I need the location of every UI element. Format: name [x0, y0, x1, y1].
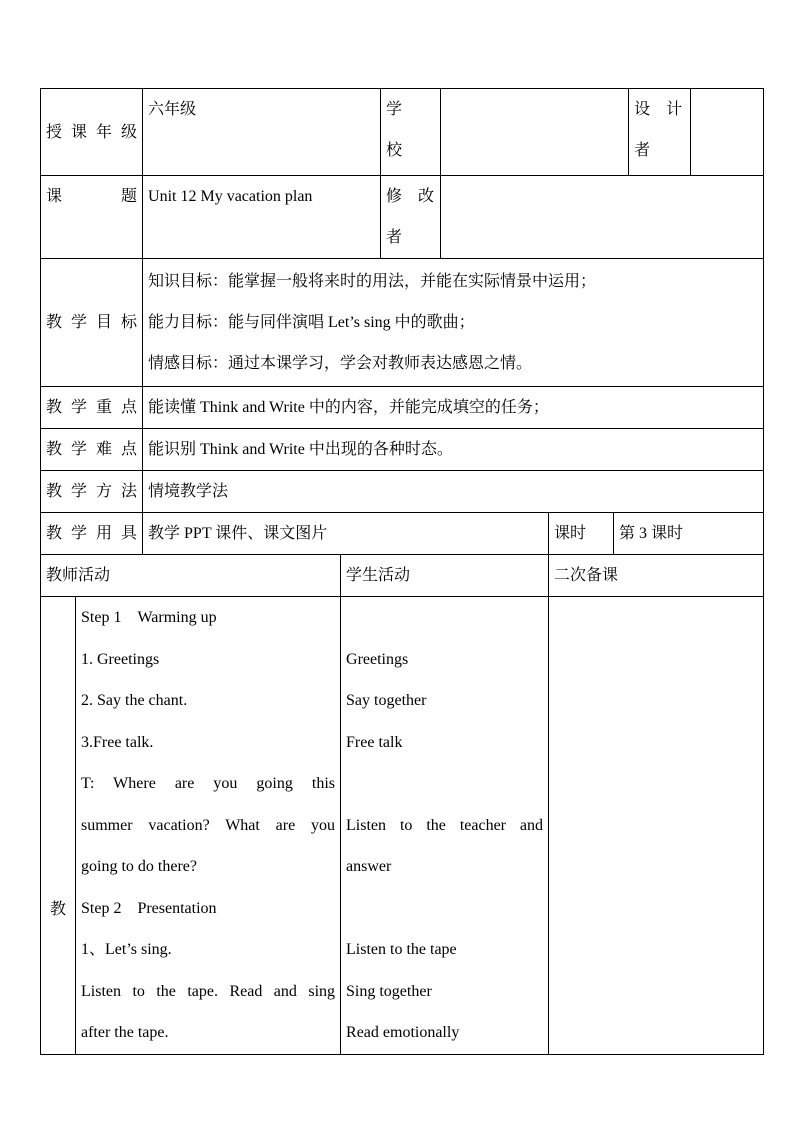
key-point-label: 教学重点	[41, 387, 143, 429]
process-stage-label: 教	[41, 597, 76, 1055]
row-activity-headers	[41, 555, 764, 597]
objective-ability: 能力目标：能与同伴演唱 Let’s sing 中的歌曲；	[148, 314, 475, 331]
student-line: Greetings	[346, 650, 409, 668]
teacher-line: summer vacation? What are you	[81, 816, 336, 834]
school-label-line1: 学	[386, 101, 403, 118]
aids-value: 教学 PPT 课件、课文图片	[143, 513, 549, 555]
student-activity-cell	[341, 597, 549, 1055]
row-objectives	[41, 259, 764, 387]
student-line: Free talk	[346, 733, 403, 751]
row-process	[41, 597, 764, 1055]
topic-label: 课题	[41, 176, 143, 259]
student-line	[346, 763, 543, 805]
difficulty-value: 能识别 Think and Write 中出现的各种时态。	[143, 429, 764, 471]
student-line	[346, 597, 543, 639]
designer-value-empty	[691, 89, 764, 176]
designer-label-line2: 者	[634, 142, 651, 159]
school-value-empty	[441, 89, 629, 176]
teacher-activity-cell	[76, 597, 341, 1055]
row-key-point	[41, 387, 764, 429]
student-line: Listen to the tape	[346, 941, 457, 958]
school-label	[381, 89, 441, 176]
teacher-line: 3.Free talk.	[81, 733, 154, 751]
row-grade	[41, 89, 764, 176]
school-label-line2: 校	[386, 142, 403, 159]
student-line: Sing together	[346, 982, 432, 1000]
grade-label: 授课年级	[41, 89, 143, 176]
student-line	[346, 888, 543, 930]
student-activity-header: 学生活动	[341, 555, 549, 597]
teacher-line: 1、Let’s sing.	[81, 941, 172, 958]
teacher-line: 2. Say the chant.	[81, 692, 188, 709]
teacher-line: after the tape.	[81, 1024, 169, 1041]
teacher-line: Listen to the tape. Read and sing	[81, 982, 336, 1000]
objectives-content	[143, 259, 764, 387]
topic-value: Unit 12 My vacation plan	[143, 176, 381, 259]
remark-header: 二次备课	[549, 555, 764, 597]
row-aids	[41, 513, 764, 555]
row-method	[41, 471, 764, 513]
lesson-plan-table	[40, 88, 764, 1055]
student-line: Listen to the teacher and	[346, 816, 544, 834]
designer-label	[629, 89, 691, 176]
objective-knowledge: 知识目标：能掌握一般将来时的用法，并能在实际情景中运用；	[148, 273, 597, 290]
period-value: 第 3 课时	[614, 513, 764, 555]
method-value: 情境教学法	[143, 471, 764, 513]
teacher-line: Step 1 Warming up	[81, 609, 217, 626]
grade-value: 六年级	[143, 89, 381, 176]
row-topic	[41, 176, 764, 259]
teacher-line: Step 2 Presentation	[81, 899, 217, 917]
key-point-value: 能读懂 Think and Write 中的内容，并能完成填空的任务；	[143, 387, 764, 429]
student-line: answer	[346, 858, 392, 875]
teacher-activity-header: 教师活动	[41, 555, 341, 597]
teacher-line: 1. Greetings	[81, 650, 160, 668]
reviser-label-line2: 者	[386, 229, 403, 246]
objective-emotion: 情感目标：通过本课学习，学会对教师表达感恩之情。	[148, 355, 533, 372]
method-label: 教学方法	[41, 471, 143, 513]
reviser-value-empty	[441, 176, 764, 259]
reviser-label-line1: 修 改	[386, 188, 435, 205]
remark-cell-empty	[549, 597, 764, 1055]
reviser-label	[381, 176, 441, 259]
period-label: 课时	[549, 513, 614, 555]
teacher-line: T: Where are you going this	[81, 775, 336, 792]
teacher-line: going to do there?	[81, 858, 197, 875]
objectives-label: 教学目标	[41, 259, 143, 387]
aids-label: 教学用具	[41, 513, 143, 555]
student-line: Read emotionally	[346, 1024, 460, 1041]
difficulty-label: 教学难点	[41, 429, 143, 471]
designer-label-line1: 设 计	[634, 101, 683, 118]
row-difficulty	[41, 429, 764, 471]
student-line: Say together	[346, 692, 427, 709]
